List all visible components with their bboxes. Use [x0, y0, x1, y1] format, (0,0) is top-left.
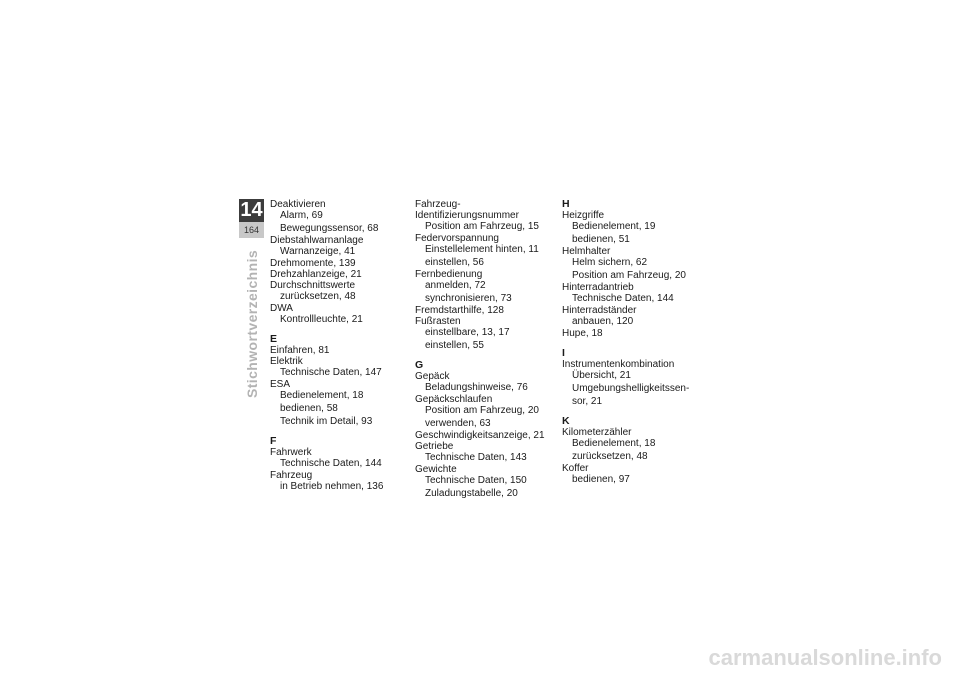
index-letter-heading: E: [270, 333, 278, 345]
index-subentry: Einstellelement hinten, 11: [425, 244, 539, 255]
index-subentry: Übersicht, 21: [572, 370, 631, 381]
index-entry: Deaktivieren: [270, 199, 326, 210]
index-entry: Fahrzeug: [270, 470, 313, 481]
index-subentry: bedienen, 51: [572, 234, 630, 245]
index-subentry: einstellen, 55: [425, 340, 484, 351]
index-entry: Einfahren, 81: [270, 345, 330, 356]
index-subentry: Bedienelement, 19: [572, 221, 656, 232]
index-entry: Heizgriffe: [562, 210, 605, 221]
index-column-1: [270, 199, 415, 493]
index-letter-heading: G: [415, 359, 424, 371]
index-entry: Instrumentenkombination: [562, 359, 675, 370]
index-entry: Gepäck: [415, 371, 450, 382]
index-subentry: Position am Fahrzeug, 15: [425, 221, 539, 232]
index-subentry: synchronisieren, 73: [425, 293, 512, 304]
index-entry: Fußrasten: [415, 316, 461, 327]
index-subentry: zurücksetzen, 48: [572, 451, 648, 462]
index-entry: Drehmomente, 139: [270, 258, 356, 269]
index-subentry: Kontrollleuchte, 21: [280, 314, 363, 325]
index-entry: Hinterradständer: [562, 305, 637, 316]
index-subentry: in Betrieb nehmen, 136: [280, 481, 384, 492]
index-entry: Fernbedienung: [415, 269, 483, 280]
index-subentry: anbauen, 120: [572, 316, 634, 327]
index-entry: Fremdstarthilfe, 128: [415, 305, 504, 316]
index-subentry: bedienen, 97: [572, 474, 630, 485]
index-entry: Gepäckschlaufen: [415, 394, 493, 405]
index-entry: ESA: [270, 379, 291, 390]
index-entry: Federvorspannung: [415, 233, 499, 244]
index-entry: Getriebe: [415, 441, 454, 452]
index-entry: Fahrwerk: [270, 447, 312, 458]
index-entry: Durchschnittswerte: [270, 280, 356, 291]
index-subentry: Position am Fahrzeug, 20: [572, 270, 686, 281]
index-entry: DWA: [270, 303, 293, 314]
index-subentry: bedienen, 58: [280, 403, 338, 414]
index-subentry: Position am Fahrzeug, 20: [425, 405, 539, 416]
index-subentry: Helm sichern, 62: [572, 257, 648, 268]
index-subentry: Technische Daten, 150: [425, 475, 527, 486]
index-subentry: zurücksetzen, 48: [280, 291, 356, 302]
index-entry: Hupe, 18: [562, 328, 603, 339]
index-subentry: Technische Daten, 143: [425, 452, 527, 463]
index-subentry: einstellen, 56: [425, 257, 484, 268]
index-entry: Diebstahlwarnanlage: [270, 235, 364, 246]
page-number: 164: [239, 222, 264, 238]
index-subentry: Technische Daten, 144: [572, 293, 674, 304]
index-letter-heading: F: [270, 435, 277, 447]
index-entry: Koffer: [562, 463, 589, 474]
chapter-tab: [239, 199, 264, 239]
index-letter-heading: K: [562, 415, 570, 427]
index-subentry: Technische Daten, 144: [280, 458, 382, 469]
index-letter-heading: H: [562, 198, 570, 210]
chapter-number: 14: [240, 199, 263, 221]
index-subentry: Alarm, 69: [280, 210, 323, 221]
index-entry: Gewichte: [415, 464, 457, 475]
index-subentry: Bewegungssensor, 68: [280, 223, 379, 234]
index-subentry: Zuladungstabelle, 20: [425, 488, 518, 499]
index-entry: Hinterradantrieb: [562, 282, 634, 293]
index-entry: Helmhalter: [562, 246, 611, 257]
index-entry: Fahrzeug-Identifizierungsnummer: [415, 199, 519, 221]
index-entry: Geschwindigkeitsanzeige, 21: [415, 430, 545, 441]
index-entry: Elektrik: [270, 356, 303, 367]
index-column-3: [562, 199, 707, 486]
index-subentry: sor, 21: [572, 396, 603, 407]
chapter-title: Stichwortverzeichnis: [244, 249, 260, 398]
index-subentry: Technische Daten, 147: [280, 367, 382, 378]
index-subentry: Bedienelement, 18: [572, 438, 656, 449]
watermark: carmanualsonline.info: [708, 645, 942, 670]
index-column-2: [415, 199, 560, 500]
index-entry: Kilometerzähler: [562, 427, 632, 438]
index-subentry: anmelden, 72: [425, 280, 486, 291]
index-subentry: verwenden, 63: [425, 418, 491, 429]
index-letter-heading: I: [562, 347, 565, 359]
index-subentry: Beladungshinweise, 76: [425, 382, 528, 393]
index-subentry: einstellbare, 13, 17: [425, 327, 510, 338]
index-subentry: Umgebungshelligkeitssen-: [572, 383, 690, 394]
index-subentry: Technik im Detail, 93: [280, 416, 373, 427]
index-subentry: Bedienelement, 18: [280, 390, 364, 401]
index-subentry: Warnanzeige, 41: [280, 246, 356, 257]
index-entry: Drehzahlanzeige, 21: [270, 269, 362, 280]
